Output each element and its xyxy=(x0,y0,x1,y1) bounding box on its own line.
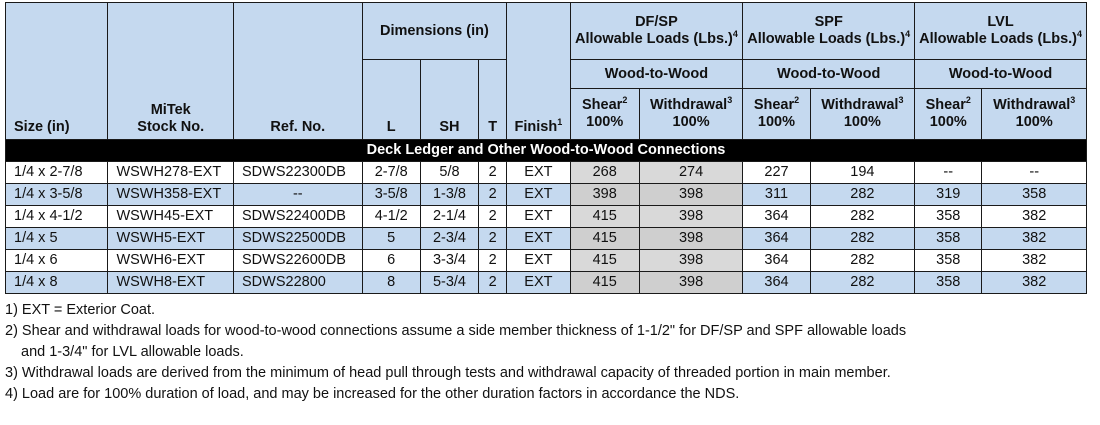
header-ref-no-label: Ref. No. xyxy=(270,119,326,135)
lvl-withdrawal-pct: 100% xyxy=(1015,114,1053,130)
spf-withdrawal-sup: 3 xyxy=(898,95,904,105)
spec-table-container xyxy=(5,2,1087,405)
lvl-withdrawal-sup: 3 xyxy=(1070,95,1076,105)
cell-stock-no: WSWH278-EXT xyxy=(108,162,234,184)
dfsp-withdrawal-label: Withdrawal xyxy=(649,97,728,113)
group-lvl-name: LVL xyxy=(987,14,1014,30)
cell-spf-withdrawal: 282 xyxy=(810,228,914,250)
spec-table xyxy=(5,2,1087,294)
cell-lvl-shear: 319 xyxy=(915,184,982,206)
cell-T: 2 xyxy=(479,162,507,184)
spf-shear-label: Shear xyxy=(753,97,795,113)
cell-T: 2 xyxy=(479,250,507,272)
cell-spf-withdrawal: 282 xyxy=(810,184,914,206)
cell-ref-no: SDWS22800 xyxy=(234,272,363,294)
header-L xyxy=(362,60,420,140)
dfsp-shear-label: Shear xyxy=(582,97,623,113)
cell-stock-no: WSWH45-EXT xyxy=(108,206,234,228)
cell-SH: 5/8 xyxy=(420,162,478,184)
table-row xyxy=(6,228,1087,250)
spf-shear-sup: 2 xyxy=(794,95,800,105)
cell-spf-withdrawal: 282 xyxy=(810,250,914,272)
header-size xyxy=(6,3,108,140)
cell-dfsp-withdrawal: 398 xyxy=(639,272,742,294)
cell-T: 2 xyxy=(479,206,507,228)
header-SH xyxy=(420,60,478,140)
header-ref-no xyxy=(234,3,363,140)
header-stock-no-label: Stock No. xyxy=(137,119,205,135)
cell-spf-withdrawal: 282 xyxy=(810,272,914,294)
header-group-spf xyxy=(743,3,915,60)
table-row xyxy=(6,184,1087,206)
cell-size: 1/4 x 5 xyxy=(6,228,108,250)
header-mitek-label: MiTek xyxy=(150,102,191,118)
group-dfsp-title: Allowable Loads (Lbs.) xyxy=(574,31,733,47)
header-finish xyxy=(507,3,570,140)
group-dfsp-sup: 4 xyxy=(732,29,738,39)
header-lvl-shear xyxy=(915,89,982,140)
group-spf-sup: 4 xyxy=(905,29,911,39)
cell-finish: EXT xyxy=(507,162,570,184)
group-lvl-title: Allowable Loads (Lbs.) xyxy=(919,31,1077,47)
cell-dfsp-shear: 415 xyxy=(570,272,639,294)
spf-shear-pct: 100% xyxy=(757,114,796,130)
cell-dfsp-shear: 415 xyxy=(570,228,639,250)
cell-finish: EXT xyxy=(507,206,570,228)
cell-L: 5 xyxy=(362,228,420,250)
cell-stock-no: WSWH5-EXT xyxy=(108,228,234,250)
dfsp-withdrawal-pct: 100% xyxy=(672,114,710,130)
cell-stock-no: WSWH6-EXT xyxy=(108,250,234,272)
cell-SH: 2-1/4 xyxy=(420,206,478,228)
cell-SH: 1-3/8 xyxy=(420,184,478,206)
dfsp-withdrawal-sup: 3 xyxy=(727,95,733,105)
footnote-3: 3) Withdrawal loads are derived from the minimum of head pull through tests and withdrawal capacity of threaded portion in main member. xyxy=(5,365,891,381)
footnotes xyxy=(5,300,1087,405)
cell-spf-withdrawal: 194 xyxy=(810,162,914,184)
lvl-withdrawal-label: Withdrawal xyxy=(993,97,1071,113)
cell-stock-no: WSWH8-EXT xyxy=(108,272,234,294)
cell-L: 8 xyxy=(362,272,420,294)
cell-L: 6 xyxy=(362,250,420,272)
cell-ref-no: SDWS22600DB xyxy=(234,250,363,272)
cell-SH: 5-3/4 xyxy=(420,272,478,294)
cell-T: 2 xyxy=(479,184,507,206)
cell-T: 2 xyxy=(479,272,507,294)
cell-spf-shear: 364 xyxy=(743,206,810,228)
cell-size: 1/4 x 8 xyxy=(6,272,108,294)
cell-lvl-withdrawal: 382 xyxy=(982,206,1087,228)
cell-spf-shear: 364 xyxy=(743,228,810,250)
header-dimensions xyxy=(362,3,507,60)
cell-lvl-shear: -- xyxy=(915,162,982,184)
cell-ref-no: SDWS22300DB xyxy=(234,162,363,184)
cell-L: 3-5/8 xyxy=(362,184,420,206)
cell-finish: EXT xyxy=(507,272,570,294)
header-T xyxy=(479,60,507,140)
group-spf-title: Allowable Loads (Lbs.) xyxy=(747,31,906,47)
footnote-1: 1) EXT = Exterior Coat. xyxy=(5,302,156,318)
cell-lvl-shear: 358 xyxy=(915,250,982,272)
cell-lvl-withdrawal: 382 xyxy=(982,250,1087,272)
cell-lvl-withdrawal: 382 xyxy=(982,228,1087,250)
cell-L: 4-1/2 xyxy=(362,206,420,228)
cell-lvl-shear: 358 xyxy=(915,272,982,294)
header-spf-withdrawal xyxy=(810,89,914,140)
group-lvl-sup: 4 xyxy=(1077,29,1083,39)
header-finish-label: Finish xyxy=(514,119,558,135)
cell-finish: EXT xyxy=(507,250,570,272)
cell-size: 1/4 x 6 xyxy=(6,250,108,272)
group-dfsp-name: DF/SP xyxy=(635,14,678,30)
header-spf-shear xyxy=(743,89,810,140)
group-spf-name: SPF xyxy=(814,14,843,30)
header-size-label: Size (in) xyxy=(14,119,70,135)
header-T-label: T xyxy=(488,119,498,135)
spf-wood-to-wood-label: Wood-to-Wood xyxy=(777,65,881,82)
section-band: Deck Ledger and Other Wood-to-Wood Connections xyxy=(6,140,1087,162)
footnote-2: 2) Shear and withdrawal loads for wood-to-wood connections assume a side member thickness of 1-1/2" for DF/SP and SPF allowable loads xyxy=(5,323,907,339)
cell-finish: EXT xyxy=(507,228,570,250)
cell-spf-withdrawal: 282 xyxy=(810,206,914,228)
header-dfsp-withdrawal xyxy=(639,89,742,140)
cell-ref-no: SDWS22500DB xyxy=(234,228,363,250)
cell-dfsp-shear: 398 xyxy=(570,184,639,206)
cell-spf-shear: 227 xyxy=(743,162,810,184)
cell-dfsp-shear: 415 xyxy=(570,206,639,228)
lvl-shear-sup: 2 xyxy=(965,95,971,105)
cell-size: 1/4 x 2-7/8 xyxy=(6,162,108,184)
header-L-label: L xyxy=(386,119,396,135)
cell-lvl-withdrawal: -- xyxy=(982,162,1087,184)
cell-lvl-shear: 358 xyxy=(915,228,982,250)
header-SH-label: SH xyxy=(439,119,460,135)
cell-dfsp-withdrawal: 398 xyxy=(639,228,742,250)
cell-dfsp-withdrawal: 398 xyxy=(639,184,742,206)
cell-stock-no: WSWH358-EXT xyxy=(108,184,234,206)
header-mitek-stock xyxy=(108,3,234,140)
table-row xyxy=(6,272,1087,294)
header-finish-sup: 1 xyxy=(557,117,563,127)
lvl-shear-pct: 100% xyxy=(929,114,967,130)
cell-spf-shear: 311 xyxy=(743,184,810,206)
dfsp-wood-to-wood-label: Wood-to-Wood xyxy=(604,65,709,82)
cell-T: 2 xyxy=(479,228,507,250)
dfsp-shear-pct: 100% xyxy=(586,114,624,130)
dfsp-shear-sup: 2 xyxy=(622,95,628,105)
table-row xyxy=(6,250,1087,272)
footnote-2-continued: and 1-3/4" for LVL allowable loads. xyxy=(21,344,244,360)
header-spf-wood-to-wood xyxy=(743,60,915,89)
cell-L: 2-7/8 xyxy=(362,162,420,184)
cell-ref-no: -- xyxy=(234,184,363,206)
cell-size: 1/4 x 3-5/8 xyxy=(6,184,108,206)
lvl-wood-to-wood-label: Wood-to-Wood xyxy=(948,65,1053,82)
cell-SH: 3-3/4 xyxy=(420,250,478,272)
header-group-lvl xyxy=(915,3,1087,60)
cell-dfsp-shear: 415 xyxy=(570,250,639,272)
cell-finish: EXT xyxy=(507,184,570,206)
header-lvl-wood-to-wood xyxy=(915,60,1087,89)
table-row xyxy=(6,206,1087,228)
header-dimensions-label: Dimensions (in) xyxy=(380,22,489,39)
cell-dfsp-shear: 268 xyxy=(570,162,639,184)
cell-dfsp-withdrawal: 398 xyxy=(639,250,742,272)
spf-withdrawal-label: Withdrawal xyxy=(821,97,899,113)
cell-dfsp-withdrawal: 274 xyxy=(639,162,742,184)
footnote-4: 4) Load are for 100% duration of load, and may be increased for the other duration factors in accordance the NDS. xyxy=(5,386,740,402)
section-band-row xyxy=(6,140,1087,162)
cell-ref-no: SDWS22400DB xyxy=(234,206,363,228)
cell-dfsp-withdrawal: 398 xyxy=(639,206,742,228)
header-dfsp-shear xyxy=(570,89,639,140)
cell-spf-shear: 364 xyxy=(743,250,810,272)
cell-spf-shear: 364 xyxy=(743,272,810,294)
header-group-dfsp xyxy=(570,3,743,60)
cell-lvl-shear: 358 xyxy=(915,206,982,228)
spf-withdrawal-pct: 100% xyxy=(843,114,881,130)
header-dfsp-wood-to-wood xyxy=(570,60,743,89)
cell-SH: 2-3/4 xyxy=(420,228,478,250)
cell-lvl-withdrawal: 358 xyxy=(982,184,1087,206)
cell-lvl-withdrawal: 382 xyxy=(982,272,1087,294)
header-lvl-withdrawal xyxy=(982,89,1087,140)
table-row xyxy=(6,162,1087,184)
cell-size: 1/4 x 4-1/2 xyxy=(6,206,108,228)
lvl-shear-label: Shear xyxy=(925,97,966,113)
